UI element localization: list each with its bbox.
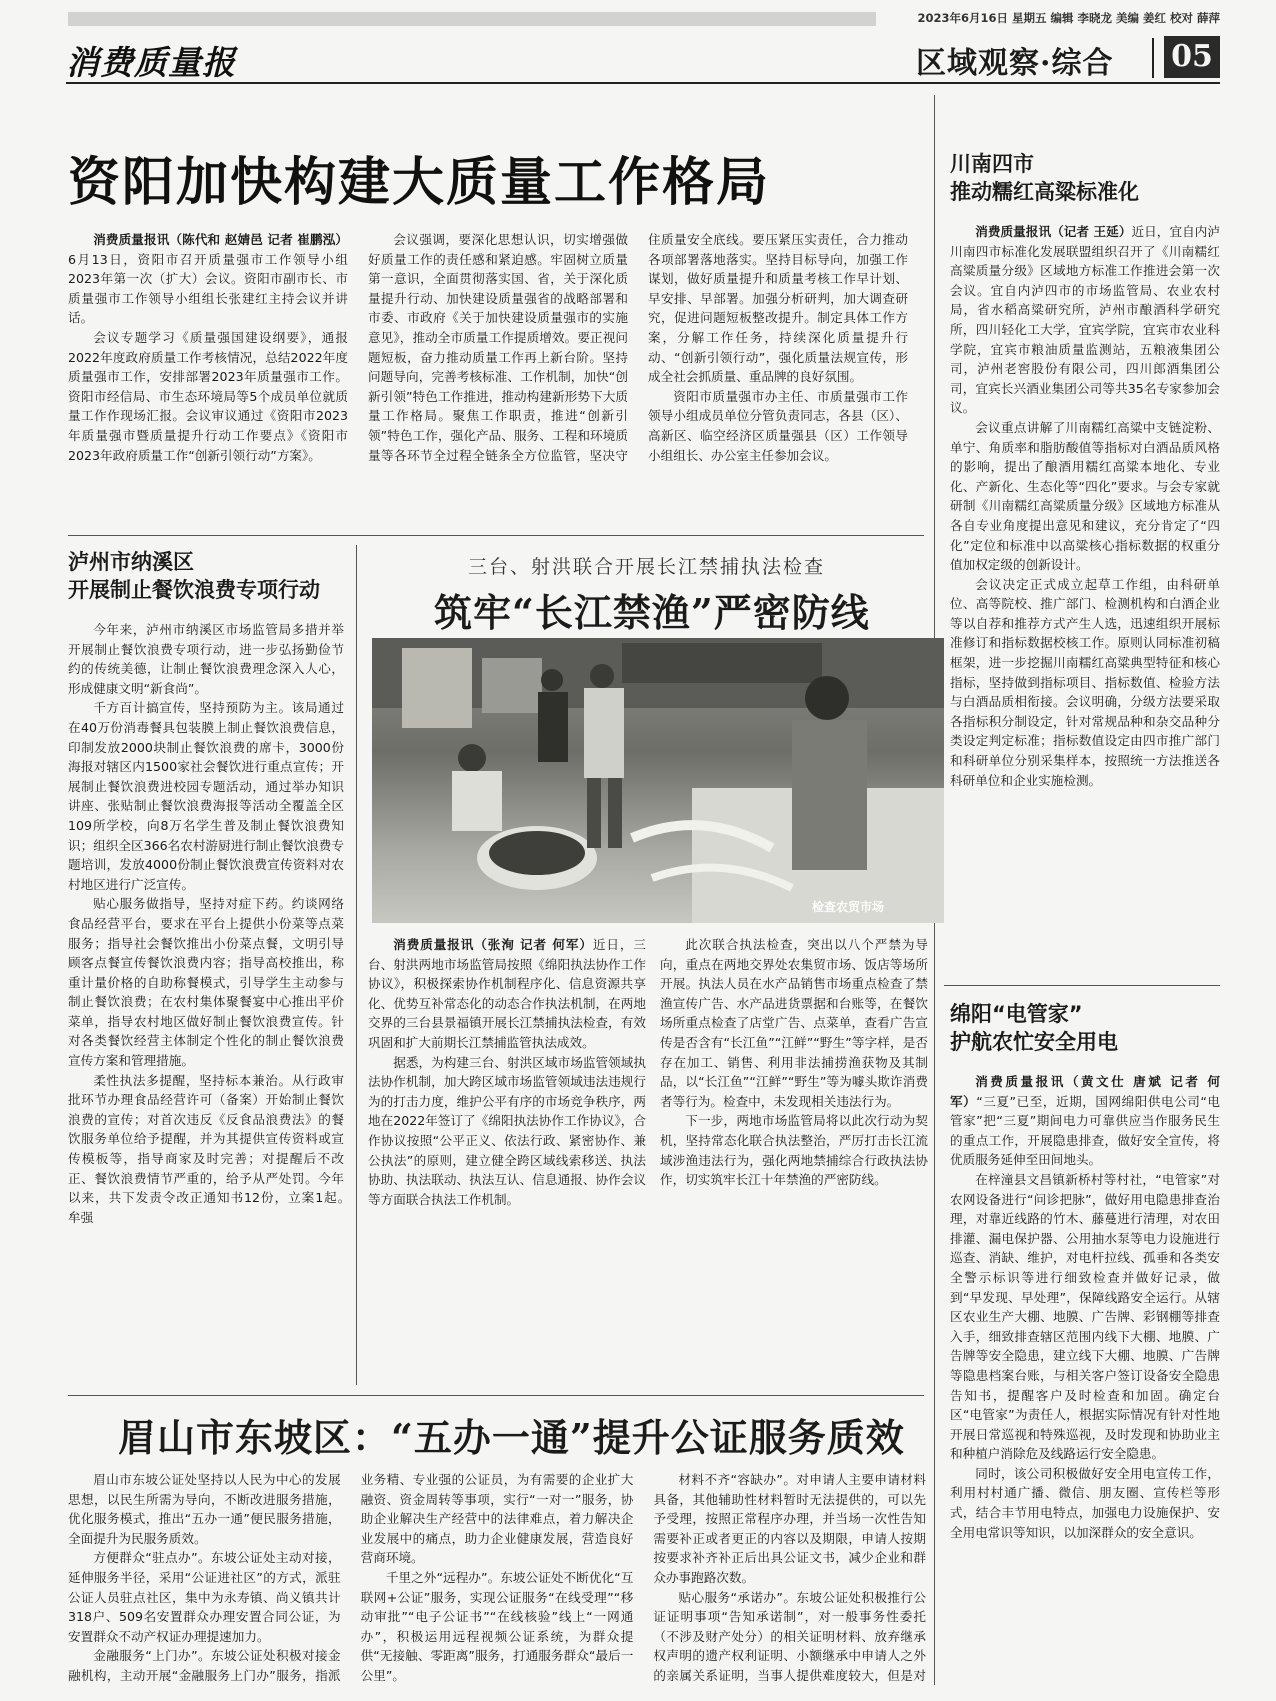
section-rule-1 [68,535,924,536]
sidebar-paragraph: 会议重点讲解了川南糯红高粱中支链淀粉、单宁、角质率和脂肪酸值等指标对白酒品质风格的影响，提出了酿酒用糯红高粱本地化、专业化、产新化、生态化等“四化”要求。与会专家就研制《川南糯红高粱质量分级》区域地方标准从各自专业角度提出意见和建议，充分肯定了“四化”定位和标准中以高粱核心指标数据的权重分值加权定级的创新设计。 [950,419,1220,573]
sidebar-paragraph: 消费质量报讯（黄文仕 唐斌 记者 何军）“三夏”已至，近期，国网绵阳供电公司“电管家”把“三夏”期间电力可靠供应当作服务民生的重点工作，开展隐患排查，做好安全宣传，将优质服务延伸至田间地头。 [950,1074,1220,1168]
section-title: 区域观察·综合 [916,46,1114,81]
lead-paragraph: 会议专题学习《质量强国建设纲要》，通报2022年度政府质量工作考核情况，总结2022年度质量强市工作，安排部署2023年质量强市工作。资阳市经信局、市生态环境局等5个成员单位就质量工作作现场汇报。会议审议通过《资阳市2023年质量强市暨质量提升行动工作要点》《资阳市2023年政府质量工作“创新引领行动”方案》。 [68,329,348,463]
changjiang-paragraph: 据悉，为构建三台、射洪区域市场监管领域执法协作机制，加大跨区域市场监管领域违法违规行为的打击力度，维护公平有序的市场竞争秩序，两地在2022年签订了《绵阳执法协作工作协议》，合作协议按照“公平正义、依法行政、紧密协作、兼公执法”的原则，建立健全跨区域线索移送、执法协助、执法联动、执法互认、信息通报、协作会议等方面联合执法工作机制。 [368,1054,646,1207]
changjiang-paragraph: 消费质量报讯（张洵 记者 何军）近日，三台、射洪两地市场监管局按照《绵阳执法协作工作协议》，积极探索协作机制程序化、信息资源共享化、优势互补常态化的动态合作执法机制，在两地交界的三台县景福镇开展长江禁捕执法检查，有效巩固和扩大前期长江禁捕监管执法成效。 [368,937,646,1050]
sidebar-top-body [950,222,1220,972]
sidebar-paragraph: 会议决定正式成立起草工作组，由科研单位、高等院校、推广部门、检测机构和白酒企业等以自荐和推荐方式产生人选，迅速组织开展标准修订和指标数据校核工作。原则认同标准初稿框架，进一步挖掘川南糯红高粱典型特征和核心指标，坚持做到指标项目、指标数值、检验方法与白酒品质相衔接。会议明确，分级方法要采取各指标积分制设定，针对常规品种和杂交品种分类设定判定标准；指标数值设定由四市推广部门和科研单位分别采集样本，按照统一方法推送各科研单位和企业实施检测。 [950,576,1220,788]
lead-headline: 资阳加快构建大质量工作格局 [68,153,771,213]
lead-column-2 [368,230,908,530]
masthead: 消费质量报 [66,43,236,82]
changjiang-paragraph: 下一步，两地市场监管局将以此次行动为契机，坚持常态化联合执法整治，严厉打击长江流域涉渔违法行为，强化两地禁捕综合行政执法协作，切实筑牢长江十年禁渔的严密防线。 [660,1113,928,1188]
naxi-signature: 牟强 [68,1209,94,1225]
lead-paragraph: 会议强调，要深化思想认识，切实增强做好质量工作的责任感和紧迫感。牢固树立质量第一意识，全面贯彻落实国、省，关于深化质量提升行动、加快建设质量强省的战略部署和市委、市政府《关于加快建设质量强市的实施意见》，推动全市质量工作提质增效。要正视问题短板，奋力推动质量工作再上新台阶。坚持问题导向，完善考核标准、工作机制，加快“创新引领”特色工作推进，推动构建新形势下大质量工作格局。聚焦工作职责，推进“创新引领”特色工作，强化产品、服务、工程和环境质量等各环节全过程全链条全方位监管，坚决守住质量安全底线。要压紧压实责任，合力推动各项部署落地落实。坚持目标导向，加强工作谋划，做好质量提升和质量考核工作早计划、早安排、早部署。加强分析研判，加大调查研究，促进问题短板整改提升。制定具体工作方案，分解工作任务，持续深化质量提升行动、“创新引领行动”，强化质量法规宣传，形成全社会抓质量、重品牌的良好氛围。 [368,232,908,463]
top-gray-bar [68,12,876,26]
column-divider [356,545,357,1385]
sidebar-bottom-headline-1: 绵阳“电管家” [950,1002,1083,1026]
meishan-paragraph: 材料不齐“容缺办”。对申请人主要申请材料具备，其他辅助性材料暂时无法提供的，可以先予受理，按照正常程序办理，并当场一次性告知需要补正或者更正的内容以及期限，申请人按期按要求补齐补正后出具公证文书，减少企业和群众办事跑路次数。 [653,1472,926,1585]
photo-illustration [372,638,944,923]
header-rule [66,82,1220,84]
naxi-body [68,620,344,1385]
lead-paragraph: 消费质量报讯（陈代和 赵婧邑 记者 崔鹏泓）6月13日，资阳市召开质量强市工作领导小组2023年第一次（扩大）会议。资阳市副市长、市质量强市工作领导小组组长张建红主持会议并讲话。 [68,232,348,326]
naxi-paragraph: 贴心服务做指导，坚持对症下药。约谈网络食品经营平台，要求在平台上提供小份菜等点菜服务；指导社会餐饮推出小份菜点餐，文明引导顾客点餐宣传餐饮浪费内容；指导高校推出，称重计量价格的自助称餐模式，引导学生主动参与制止餐饮浪费；在农村集体聚餐宴中心推出平价菜单，指导农村地区做好制止餐饮浪费宣传。针对各类餐饮经营主体制定个性化的制止餐饮浪费宣传方案和管理措施。 [68,896,344,1069]
naxi-headline-2: 开展制止餐饮浪费专项行动 [68,578,320,602]
changjiang-paragraph: 此次联合执法检查，突出以八个严禁为导向，重点在两地交界处农集贸市场、饭店等场所开展。执法人员在水产品销售市场重点检查了禁渔宣传广告、水产品进货票据和台账等，在餐饮场所重点检查了店堂广告、点菜单，查看广告宣传是否含有“长江鱼”“江鲜”“野生”等字样，是否存在加工、销售、利用非法捕捞渔获物及其制品，以“长江鱼”“江鲜”“野生”等为噱头欺诈消费者等行为。检查中，未发现相关违法行为。 [660,937,928,1109]
meishan-paragraph: 贴心服务“承诺办”。东坡公证处积极推行公证证明事项“告知承诺制”，对一般事务性委托（不涉及财产处分）的相关证明材料、放弃继承权声明的遗产权利证明、小额继承中申请人之外的亲属关系证明，当事人提供难度较大，但是对 [653,1589,926,1683]
sidebar-bottom-body [950,1072,1220,1687]
sidebar-top-headline-2: 推动糯红高粱标准化 [950,180,1139,204]
meishan-body [68,1470,926,1690]
changjiang-subhead: 三台、射洪联合开展长江禁捕执法检查 [468,556,826,578]
market-inspection-photo [372,638,944,923]
meishan-paragraph: 方便群众“驻点办”。东坡公证处主动对接，延伸服务半径，采用“公证进社区”的方式，派驻公证人员驻点社区，集中为永寿镇、尚义镇共计318户、509名安置群众办理安置合同公证，为安置群众不动产权证办理提速加力。 [68,1550,341,1644]
lead-column-1 [68,230,348,530]
sidebar-paragraph: 在梓潼县文昌镇新桥村等村社，“电管家”对农网设备进行“问诊把脉”，做好用电隐患排查治理，对靠近线路的竹木、藤蔓进行清理，对农田排灌、漏电保护器、公用抽水泵等电力设施进行巡查、消缺、维护，对电杆拉线、孤垂和各类安全警示标识等进行细致检查并做好记录，做到“早发现、早处理”，保障线路安全运行。从辖区农业生产大棚、地膜、广告牌、彩钢棚等排查入手，细致排查辖区范围内线下大棚、地膜、广告牌等安全隐患，建立线下大棚、地膜、广告牌等隐患档案台账，与相关客户签订设备安全隐患告知书，提醒客户及时检查和加固。确定台区“电管家”为责任人，根据实际情况有针对性地开展日常巡视和特殊巡视，及时发现和协助业主和种植户消除危及线路运行安全隐患。 [950,1171,1220,1462]
naxi-paragraph: 千方百计搞宣传，坚持预防为主。该局通过在40万份消毒餐具包装膜上制止餐饮浪费信息，印制发放2000块制止餐饮浪费的席卡，3000份海报对辖区内1500家社会餐饮进行重点宣传；开展制止餐饮浪费进校园专题活动，通过举办知识讲座、张贴制止餐饮浪费海报等活动全覆盖全区109所学校，向8万名学生普及制止餐饮浪费知识；组织全区366名农村游厨进行制止餐饮浪费专题培训，发放4000份制止餐饮浪费宣传资料对农村地区进行广泛宣传。 [68,700,344,892]
naxi-paragraph: 今年来，泸州市纳溪区市场监管局多措并举开展制止餐饮浪费专项行动，进一步弘扬勤俭节约的传统美德，让制止餐饮浪费理念深入人心，形成健康文明“新食尚”。 [68,622,344,696]
meishan-paragraph: 眉山市东坡公证处坚持以人民为中心的发展思想，以民生所需为导向，不断改进服务措施，优化服务模式，推出“五办一通”便民服务措施，全面提升为民服务质效。 [68,1472,341,1546]
sidebar-bottom-headline-2: 护航农忙安全用电 [950,1030,1118,1054]
section-rule-2 [68,1395,924,1396]
changjiang-column-2 [660,935,928,1385]
dateline: 2023年6月16日 星期五 编辑 李晓龙 美编 姜红 校对 薛萍 [917,11,1220,25]
lead-paragraph: 资阳市质量强市办主任、市质量强市工作领导小组成员单位分管负责同志，各县（区）、高新区、临空经济区质量强县（区）工作领导小组组长、办公室主任参加会议。 [648,388,908,463]
lead-byline: 消费质量报讯（陈代和 赵婧邑 记者 崔鹏泓） [93,232,348,247]
meishan-paragraph: 金融服务“上门办”。东坡公证处积极对接金融机构，主动开展“金融服务上门办”服务，指派业务精、专业强的公证员，为有需要的企业扩大融资、资金周转等事项，实行“一对一”服务，协助企业解决生产经营中的法律难点，着力解决企业发展中的痛点，助力企业健康发展，营造良好营商环境。 [68,1472,634,1683]
sidebar-top-headline-1: 川南四市 [950,152,1034,176]
changjiang-column-1 [368,935,646,1385]
sidebar-paragraph: 同时，该公司积极做好安全用电宣传工作，利用村村通广播、微信、朋友圈、宣传栏等形式，结合丰节用电特点，加强电力设施保护、安全用电常识等知识，以加深群众的安全意识。 [950,1465,1220,1540]
sidebar-rule [944,985,1220,986]
meishan-headline: 眉山市东坡区：“五办一通”提升公证服务质效 [118,1415,905,1460]
naxi-paragraph: 柔性执法多提醒，坚持标本兼治。从行政审批环节办理食品经营许可（备案）开始制止餐饮浪费的宣传；对首次违反《反食品浪费法》的餐饮服务单位给予提醒，并为其提供宣传资料或宣传模板等，指导商家及时完善；对提醒后不改正、餐饮浪费情节严重的，给予从严处罚。今年以来，共下发责令改正通知书12份，立案1起。 牟强 [68,1072,344,1225]
changjiang-headline: 筑牢“长江禁渔”严密防线 [434,590,870,635]
header-divider [1152,38,1154,78]
photo-caption: 检查农贸市场 [812,900,885,914]
page-number: 05 [1164,36,1220,78]
meishan-paragraph: 千里之外“远程办”。东坡公证处不断优化“互联网+公证”服务，实现公证服务“在线受理”“移动审批”“电子公证书”“在线核验”线上“一网通办”，积极运用远程视频公证系统，为群众提供“无接触、零距离”服务，打通服务群众“最后一公里”。 [360,1569,634,1683]
sidebar-paragraph: 消费质量报讯（记者 王延）近日，宜自内泸川南四市标准化发展联盟组织召开了《川南糯红高粱质量分级》区域地方标准工作推进会第一次会议。宜自内泸四市的市场监管局、农业农村局，省水稻高粱研究所，泸州市酿酒科学研究所，四川轻化工大学，宜宾学院，宜宾市农业科学院，宜宾市粮油质量监测站，五粮液集团公司，泸州老窖股份有限公司，四川郎酒集团公司，宜宾长兴酒业集团公司等共35名专家参加会议。 [950,224,1220,416]
naxi-headline-1: 泸州市纳溪区 [68,550,194,574]
